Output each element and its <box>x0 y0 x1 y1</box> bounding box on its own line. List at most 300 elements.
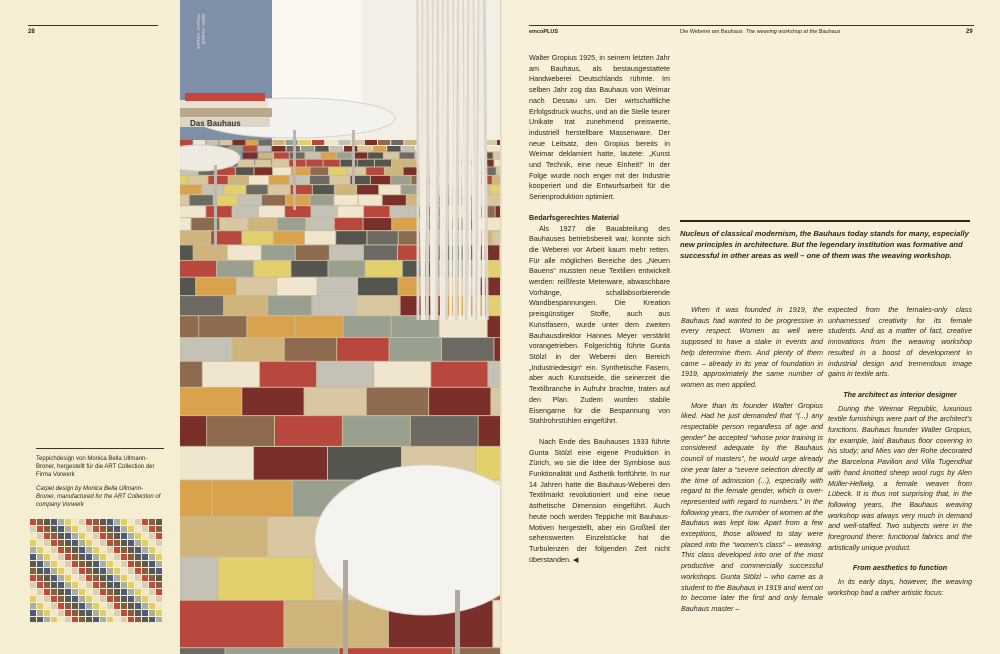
swatch-tile <box>135 533 141 539</box>
swatch-tile <box>142 596 148 602</box>
swatch-tile <box>156 596 162 602</box>
swatch-tile <box>58 589 64 595</box>
carpet-tile <box>488 146 500 152</box>
carpet-tile <box>310 176 329 184</box>
carpet-tile <box>273 167 291 175</box>
swatch-tile <box>114 610 120 616</box>
swatch-tile <box>72 561 78 567</box>
carpet-tile <box>329 261 365 277</box>
swatch-tile <box>30 519 36 525</box>
swatch-tile <box>79 610 85 616</box>
carpet-tile <box>262 195 285 205</box>
swatch-tile <box>51 596 57 602</box>
carpet-tile <box>390 338 441 361</box>
swatch-tile <box>30 582 36 588</box>
swatch-tile <box>135 582 141 588</box>
swatch-tile <box>142 547 148 553</box>
carpet-tile <box>374 362 430 387</box>
swatch-tile <box>121 596 127 602</box>
swatch-tile <box>51 540 57 546</box>
carpet-tile <box>238 195 261 205</box>
german-heading: Bedarfsgerechtes Material <box>529 212 619 222</box>
carpet-tile <box>495 160 501 167</box>
swatch-tile <box>44 547 50 553</box>
carpet-tile <box>249 176 268 184</box>
swatch-tile <box>37 596 43 602</box>
swatch-tile <box>114 582 120 588</box>
carpet-tile <box>255 167 273 175</box>
swatch-tile <box>65 596 71 602</box>
carpet-tile <box>295 316 342 337</box>
carpet-tile <box>330 146 343 152</box>
swatch-tile <box>58 603 64 609</box>
caption-english: Carpet design by Monica Bella Ullmann-Broner, manufactured for the ART Collection of company Vorwerk <box>36 486 161 508</box>
swatch-tile <box>93 610 99 616</box>
swatch-tile <box>65 526 71 532</box>
swatch-tile <box>135 575 141 581</box>
swatch-tile <box>72 547 78 553</box>
swatch-tile <box>149 554 155 560</box>
carpet-tile <box>249 218 277 230</box>
swatch-tile <box>114 554 120 560</box>
carpet-tile <box>217 261 253 277</box>
carpet-tile <box>489 296 500 315</box>
carpet-tile <box>254 261 290 277</box>
swatch-tile <box>128 526 134 532</box>
swatch-tile <box>121 610 127 616</box>
swatch-tile <box>114 617 120 622</box>
swatch-tile <box>86 540 92 546</box>
carpet-tile <box>243 146 256 152</box>
swatch-tile <box>79 603 85 609</box>
swatch-tile <box>128 617 134 622</box>
swatch-tile <box>149 533 155 539</box>
swatch-tile <box>58 610 64 616</box>
carpet-tile <box>246 140 258 145</box>
swatch-tile <box>72 589 78 595</box>
swatch-tile <box>65 610 71 616</box>
swatch-tile <box>30 596 36 602</box>
swatch-tile <box>79 582 85 588</box>
curtain-strand <box>479 0 481 320</box>
swatch-tile <box>107 603 113 609</box>
swatch-tile <box>135 617 141 622</box>
carpet-tile <box>229 176 248 184</box>
carpet-tile <box>488 316 500 337</box>
swatch-tile <box>135 561 141 567</box>
swatch-tile <box>107 547 113 553</box>
swatch-tile <box>149 575 155 581</box>
carpet-tile <box>491 388 500 415</box>
photo-credit <box>196 14 206 49</box>
carpet-tile <box>228 245 261 260</box>
carpet-tile <box>284 601 387 648</box>
carpet-tile <box>358 278 398 295</box>
carpet-tile <box>236 167 254 175</box>
swatch-tile <box>37 533 43 539</box>
carpet-tile <box>272 140 284 145</box>
swatch-tile <box>37 568 43 574</box>
carpet-tile <box>243 231 273 244</box>
carpet-tile <box>290 153 305 159</box>
carpet-tile <box>494 153 500 159</box>
swatch-tile <box>135 540 141 546</box>
swatch-tile <box>72 610 78 616</box>
swatch-tile <box>58 533 64 539</box>
carpet-tile <box>190 195 213 205</box>
swatch-tile <box>86 617 92 622</box>
photo-credit-en: Pictures: Vorwerk <box>196 14 201 50</box>
carpet-tile <box>212 481 292 517</box>
carpet-tile <box>329 167 347 175</box>
carpet-tile <box>312 140 324 145</box>
swatch-tile <box>142 589 148 595</box>
swatch-tile <box>121 526 127 532</box>
swatch-tile <box>121 568 127 574</box>
swatch-tile <box>128 582 134 588</box>
carpet-tile <box>220 218 248 230</box>
swatch-tile <box>107 526 113 532</box>
german-paragraph-3: Nach Ende des Bauhauses 1933 führte Gunta Stölzl eine eigene Produktion in Zürich, wo sie die Idee der Symbiose aus Funktionalität und Ästhetik fortführte. In nur 14 Jahren hatte die Bauhaus-Weberei den Textilmarkt revolutioniert und eine neue ästhetische Dimension eingeführt. Auch heute noch werden Teppiche mit Bauhaus-Motiven hergestellt, aber ein Großteil der sehenswerten Einzelstücke hat die Turbulenzen der folgenden Zeit nicht überstanden. ◀ <box>529 436 670 564</box>
swatch-tile <box>44 603 50 609</box>
carpet-tile <box>312 296 355 315</box>
carpet-tile <box>254 447 327 480</box>
swatch-tile <box>142 582 148 588</box>
swatch-tile <box>149 582 155 588</box>
swatch-tile <box>135 554 141 560</box>
english-paragraph-4: During the Weimar Republic, luxurious textile furnishings were part of the architect’s functions. Bauhaus founder Walter Gropius, for example, laid Bauhaus floor covering in his study; and Mies van der Rohe decorated the Barcelona Pavilion and Villa Tugendhat with hand knotted sheep wool rugs by Alen Müller-Hellwig, a female weaver from Lübeck. It is thus not surprising that, in the following years, the Bauhaus weaving workshop was always very much in demand and well-staffed. Two subjects were in the foreground there: functional fabrics and the artistically unique product. <box>828 403 972 552</box>
swatch-tile <box>65 603 71 609</box>
carpet-tile <box>356 296 399 315</box>
carpet-tile <box>180 206 205 217</box>
carpet-tile <box>194 245 227 260</box>
carpet-tile <box>335 218 363 230</box>
swatch-tile <box>58 554 64 560</box>
carpet-tile <box>391 176 410 184</box>
swatch-tile <box>100 533 106 539</box>
swatch-tile <box>93 589 99 595</box>
carpet-tile <box>344 146 357 152</box>
carpet-tile <box>365 140 377 145</box>
swatch-tile <box>149 617 155 622</box>
swatch-tile <box>156 526 162 532</box>
german-paragraph-2: Als 1927 die Bauabteilung des Bauhauses betriebsbereit war, konnte sich die Weberei vor Arbeit kaum mehr retten. Für alle möglichen Bereiche des „Neuen Bauens“ mussten neue Textilien entwickelt werden: reißfeste Meterware, abwaschbare Vorhänge, schallabsorbierende Wandbespannungen. Die Kreation preisgünstiger Stoffe, auch aus Kunstfasern, wurde unter dem zweiten Bauhausdirektor Hannes Meyer verstärkt vorangetrieben. Folgerichtig führte Gunta Stölzl in der Weberei den Bereich „Industriedesign“ ein. Synthetische Fasern, aber auch Kunstseide, die seinerzeit die Textilbranche in Aufruhr brachte, traten auf den Plan. Zudem wurden stabile Eisengarne für die Bespannung von Stahlrohrstühlen eingeführt. <box>529 223 670 426</box>
swatch-tile <box>100 589 106 595</box>
english-column-2 <box>828 305 972 609</box>
carpet-tile <box>392 218 420 230</box>
swatch-tile <box>37 519 43 525</box>
swatch-tile <box>86 589 92 595</box>
swatch-tile <box>121 589 127 595</box>
swatch-tile <box>51 589 57 595</box>
carpet-tile <box>180 338 231 361</box>
carpet-tile <box>237 278 277 295</box>
swatch-tile <box>100 582 106 588</box>
carpet-tile <box>296 245 329 260</box>
swatch-tile <box>72 603 78 609</box>
caption-rule <box>36 448 164 449</box>
swatch-tile <box>58 617 64 622</box>
swatch-tile <box>107 519 113 525</box>
carpet-tile <box>242 388 303 415</box>
carpet-tile <box>321 153 336 159</box>
swatch-tile <box>30 561 36 567</box>
swatch-tile <box>142 610 148 616</box>
carpet-tile <box>180 231 210 244</box>
carpet-tile <box>180 447 253 480</box>
swatch-tile <box>79 561 85 567</box>
swatch-tile <box>86 547 92 553</box>
carpet-tile <box>180 601 283 648</box>
carpet-tile <box>291 261 327 277</box>
carpet-tile <box>411 416 478 446</box>
swatch-tile <box>121 540 127 546</box>
carpet-tile <box>180 416 206 446</box>
swatch-tile <box>79 526 85 532</box>
swatch-tile <box>107 589 113 595</box>
swatch-tile <box>65 575 71 581</box>
swatch-tile <box>114 533 120 539</box>
carpet-tile <box>358 160 374 167</box>
header-rule-left <box>28 25 158 26</box>
carpet-tile <box>305 388 366 415</box>
swatch-tile <box>58 519 64 525</box>
carpet-tile <box>180 218 191 230</box>
swatch-tile <box>51 526 57 532</box>
swatch-tile <box>149 526 155 532</box>
swatch-tile <box>100 554 106 560</box>
carpet-tile <box>238 160 254 167</box>
carpet-tile <box>367 388 428 415</box>
german-column <box>529 53 670 575</box>
swatch-tile <box>156 533 162 539</box>
swatch-tile <box>51 575 57 581</box>
carpet-tile <box>299 140 311 145</box>
swatch-tile <box>107 568 113 574</box>
swatch-tile <box>121 575 127 581</box>
carpet-tile <box>392 160 408 167</box>
carpet-tile <box>313 185 334 194</box>
carpet-tile <box>274 231 304 244</box>
swatch-tile <box>58 596 64 602</box>
carpet-tile <box>337 338 388 361</box>
swatch-tile <box>107 533 113 539</box>
carpet-tile <box>180 296 223 315</box>
carpet-tile <box>278 218 306 230</box>
swatch-tile <box>30 610 36 616</box>
english-column-1 <box>681 305 823 625</box>
carpet-tile <box>368 231 398 244</box>
carpet-tile <box>255 160 271 167</box>
carpet-tile <box>312 206 337 217</box>
swatch-tile <box>93 575 99 581</box>
carpet-tile <box>366 167 384 175</box>
swatch-tile <box>51 568 57 574</box>
carpet-tile <box>335 185 356 194</box>
swatch-tile <box>128 540 134 546</box>
carpet-tile <box>402 146 415 152</box>
curtain-strand <box>437 0 439 320</box>
carpet-tile <box>180 481 211 517</box>
swatch-tile <box>135 519 141 525</box>
swatch-tile <box>156 575 162 581</box>
swatch-tile <box>37 547 43 553</box>
carpet-tile <box>339 648 452 654</box>
folio-left: 28 <box>28 29 35 35</box>
swatch-tile <box>156 519 162 525</box>
carpet-tile <box>233 140 245 145</box>
carpet-tile <box>493 176 500 184</box>
carpet-tile <box>497 167 500 175</box>
swatch-tile <box>44 533 50 539</box>
swatch-tile <box>107 561 113 567</box>
carpet-tile <box>310 195 333 205</box>
swatch-tile <box>86 526 92 532</box>
swatch-tile <box>30 603 36 609</box>
swatch-tile <box>107 617 113 622</box>
carpet-tile <box>180 195 189 205</box>
carpet-tile <box>206 140 218 145</box>
swatch-tile <box>65 547 71 553</box>
swatch-tile <box>128 561 134 567</box>
english-paragraph-3: expected from the females-only class unharnessed creativity for its female students. And as a matter of fact, creative innovations from the weaving workshop resulted in a boost of development in industrial design and tremendous image gains in textile arts. <box>828 305 972 379</box>
carpet-tile <box>224 185 245 194</box>
carpet-tile <box>315 146 328 152</box>
swatch-tile <box>72 568 78 574</box>
swatch-tile <box>51 533 57 539</box>
swatch-tile <box>149 547 155 553</box>
carpet-tile <box>289 160 305 167</box>
swatch-tile <box>37 610 43 616</box>
carpet-tile <box>371 176 390 184</box>
carpet-tile <box>348 167 366 175</box>
swatch-tile <box>44 617 50 622</box>
carpet-tile <box>180 557 217 600</box>
swatch-tile <box>114 547 120 553</box>
swatch-tile <box>30 540 36 546</box>
swatch-tile <box>79 589 85 595</box>
carpet-tile <box>260 362 316 387</box>
carpet-tile <box>274 153 289 159</box>
swatch-tile <box>93 540 99 546</box>
carpet-tile <box>180 362 202 387</box>
swatch-tile <box>86 610 92 616</box>
swatch-tile <box>135 610 141 616</box>
swatch-tile <box>86 603 92 609</box>
swatch-tile <box>142 526 148 532</box>
swatch-tile <box>114 568 120 574</box>
carpet-tile <box>364 206 389 217</box>
english-paragraph-2: More than its founder Walter Gropius liked. Had he just demanded that “(...) any respectable person regardless of age and gender” be accepted “whose prior training is considered adequate by the Bauhaus council of masters”, he would urge already one year later a “severe selection directly at the time of admission (...), especially with regard to the female gender, which is over-represented with regard to numbers.” In the following years, the number of women at the Bauhaus was kept low. Apart from a few exceptions, those allowed to stay were placed into the “women’s class” – weaving. This class developed into one of the most productive and commercially successful workshops. Gunta Stölzl – who came as a student to the Bauhaus in 1919 and went on to become later the first and only female Bauhaus master – <box>681 400 823 613</box>
swatch-tile <box>44 596 50 602</box>
carpet-swatch <box>30 519 162 622</box>
photo-illustration <box>180 0 500 654</box>
swatch-tile <box>107 554 113 560</box>
carpet-tile <box>180 648 225 654</box>
swatch-tile <box>72 540 78 546</box>
swatch-tile <box>156 554 162 560</box>
carpet-tile <box>269 176 288 184</box>
swatch-tile <box>135 603 141 609</box>
carpet-tile <box>358 146 371 152</box>
swatch-tile <box>128 603 134 609</box>
swatch-tile <box>30 526 36 532</box>
carpet-photo <box>180 0 500 654</box>
swatch-tile <box>114 526 120 532</box>
swatch-tile <box>79 596 85 602</box>
swatch-tile <box>156 582 162 588</box>
swatch-tile <box>114 519 120 525</box>
carpet-tile <box>301 146 314 152</box>
swatch-tile <box>128 610 134 616</box>
carpet-tile <box>259 206 284 217</box>
swatch-tile <box>156 561 162 567</box>
carpet-tile <box>390 206 415 217</box>
swatch-tile <box>79 533 85 539</box>
carpet-tile <box>336 231 366 244</box>
swatch-tile <box>86 582 92 588</box>
carpet-tile <box>180 278 195 295</box>
header-rule-right <box>529 25 974 26</box>
intro-rule <box>680 220 970 222</box>
english-paragraph-5: In its early days, however, the weaving workshop had a rather artistic focus: <box>828 577 972 597</box>
swatch-tile <box>100 561 106 567</box>
swatch-tile <box>58 582 64 588</box>
carpet-tile <box>383 195 406 205</box>
carpet-tile <box>324 160 340 167</box>
carpet-tile <box>196 278 236 295</box>
swatch-tile <box>121 547 127 553</box>
swatch-tile <box>93 554 99 560</box>
carpet-tile <box>180 245 193 260</box>
swatch-tile <box>100 603 106 609</box>
swatch-tile <box>135 589 141 595</box>
carpet-tile <box>206 206 231 217</box>
swatch-tile <box>51 582 57 588</box>
carpet-tile <box>180 261 216 277</box>
swatch-tile <box>149 519 155 525</box>
carpet-tile <box>496 206 500 217</box>
carpet-tile <box>493 231 501 244</box>
carpet-tile <box>453 648 500 654</box>
swatch-tile <box>79 568 85 574</box>
swatch-tile <box>100 596 106 602</box>
swatch-tile <box>93 617 99 622</box>
swatch-tile <box>30 589 36 595</box>
swatch-tile <box>30 575 36 581</box>
photo-caption <box>36 455 162 509</box>
carpet-tile <box>338 140 350 145</box>
swatch-tile <box>121 561 127 567</box>
carpet-tile <box>334 195 357 205</box>
swatch-tile <box>135 526 141 532</box>
carpet-tile <box>258 146 271 152</box>
swatch-tile <box>37 603 43 609</box>
swatch-tile <box>128 589 134 595</box>
carpet-tile <box>290 176 309 184</box>
carpet-tile <box>493 601 500 648</box>
carpet-tile <box>188 176 207 184</box>
swatch-tile <box>44 540 50 546</box>
swatch-tile <box>107 540 113 546</box>
swatch-tile <box>107 610 113 616</box>
carpet-tile <box>218 557 313 600</box>
swatch-tile <box>121 582 127 588</box>
swatch-tile <box>142 533 148 539</box>
swatch-tile <box>58 568 64 574</box>
swatch-tile <box>79 554 85 560</box>
carpet-tile <box>306 218 334 230</box>
